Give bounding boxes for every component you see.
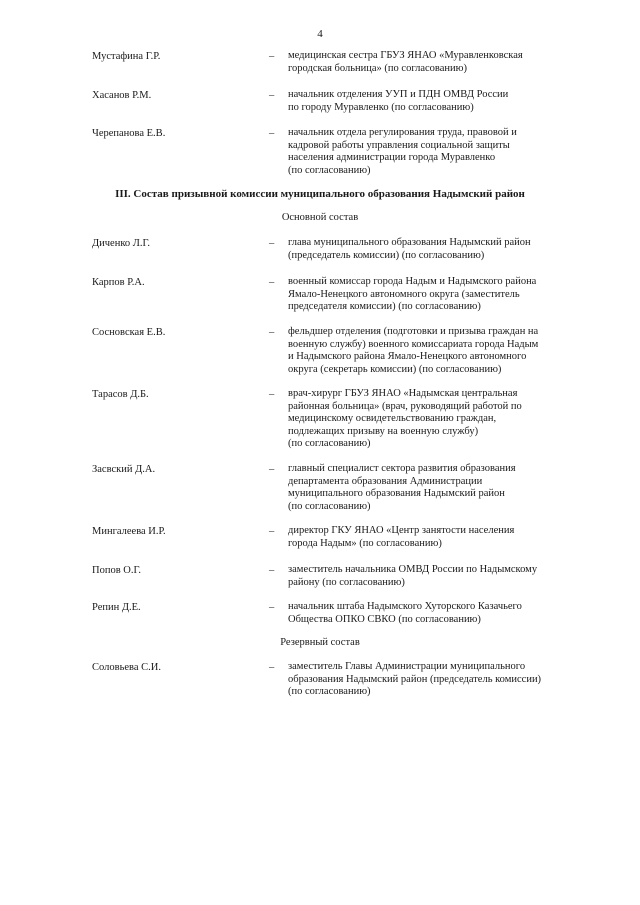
- role-line: подлежащих призыву на военную службу): [288, 425, 479, 437]
- role-line: (по согласованию): [288, 686, 371, 697]
- role-line: главный специалист сектора развития образования: [288, 463, 516, 474]
- member-name: Хасанов Р.М.: [92, 90, 152, 101]
- role-line: району (по согласованию): [288, 576, 405, 588]
- member-name: Сосновская Е.В.: [92, 327, 166, 338]
- member-role: [288, 326, 604, 376]
- member-dash: –: [269, 602, 275, 613]
- role-line: медицинскому освидетельствованию граждан,: [288, 413, 497, 424]
- member-role: [288, 388, 604, 451]
- role-line: председателя комиссии) (по согласованию): [288, 301, 481, 312]
- member-dash: –: [269, 565, 275, 576]
- role-line: (по согласованию): [288, 500, 371, 512]
- role-line: (по согласованию): [288, 164, 371, 176]
- role-line: муниципального образования Надымский район: [288, 488, 505, 499]
- member-role: [288, 564, 604, 589]
- member-dash: –: [269, 238, 275, 249]
- member-name: Соловьева С.И.: [92, 662, 161, 673]
- role-line: медицинская сестра ГБУЗ ЯНАО «Муравленковская: [288, 50, 523, 61]
- role-line: города Надым» (по согласованию): [288, 537, 442, 549]
- role-line: директор ГКУ ЯНАО «Центр занятости населения: [288, 525, 515, 536]
- member-role: [288, 237, 604, 262]
- role-line: Общества ОПКО СВКО (по согласованию): [288, 613, 481, 625]
- role-line: военный комиссар города Надым и Надымского района: [288, 276, 537, 287]
- member-role: [288, 601, 604, 626]
- member-name: Карпов Р.А.: [92, 277, 145, 288]
- member-dash: –: [269, 277, 275, 288]
- role-line: глава муниципального образования Надымский район: [288, 237, 531, 248]
- member-name: Диченко Л.Г.: [92, 238, 151, 249]
- member-role: [288, 276, 604, 314]
- member-name: Тарасов Д.Б.: [92, 389, 149, 400]
- role-line: врач-хирург ГБУЗ ЯНАО «Надымская центральная: [288, 388, 518, 399]
- member-role: [288, 525, 604, 550]
- member-dash: –: [269, 662, 275, 673]
- role-line: населения администрации города Муравленко: [288, 152, 496, 163]
- role-line: по городу Муравленко (по согласованию): [288, 101, 474, 113]
- role-line: департамента образования Администрации: [288, 475, 483, 487]
- member-role: [288, 89, 604, 114]
- reserve-composition-subtitle: Резервный состав: [280, 637, 360, 648]
- role-line: Ямало-Ненецкого автономного округа (заместитель: [288, 288, 520, 300]
- role-line: начальник штаба Надымского Хуторского Казачьего: [288, 601, 522, 612]
- role-line: (председатель комиссии) (по согласованию): [288, 249, 485, 261]
- member-role: [288, 50, 604, 75]
- member-dash: –: [269, 327, 275, 338]
- role-line: кадровой работы управления социальной защиты: [288, 139, 510, 151]
- member-name: Репин Д.Е.: [92, 602, 141, 613]
- role-line: военную службу) военного комиссариата города Надым: [288, 338, 539, 350]
- member-name: Засвский Д.А.: [92, 464, 156, 475]
- member-role: [288, 661, 604, 699]
- role-line: (по согласованию): [288, 438, 371, 449]
- member-name: Черепанова Е.В.: [92, 128, 166, 139]
- role-line: и Надымского района Ямало-Ненецкого автономного: [288, 351, 527, 362]
- member-dash: –: [269, 90, 275, 101]
- role-line: районная больница» (врач, руководящий работой по: [288, 400, 522, 412]
- member-name: Мустафина Г.Р.: [92, 51, 161, 62]
- member-dash: –: [269, 389, 275, 400]
- member-dash: –: [269, 464, 275, 475]
- member-name: Мингалеева И.Р.: [92, 526, 166, 537]
- member-dash: –: [269, 128, 275, 139]
- role-line: начальник отдела регулирования труда, правовой и: [288, 127, 517, 138]
- role-line: заместитель начальника ОМВД России по Надымскому: [288, 564, 538, 575]
- member-dash: –: [269, 51, 275, 62]
- role-line: фельдшер отделения (подготовки и призыва граждан на: [288, 326, 539, 337]
- member-dash: –: [269, 526, 275, 537]
- member-role: [288, 127, 604, 177]
- role-line: заместитель Главы Администрации муниципального: [288, 661, 526, 672]
- page-number: 4: [317, 28, 323, 40]
- role-line: образования Надымский район (председатель комиссии): [288, 673, 542, 685]
- section-title: III. Состав призывной комиссии муниципального образования Надымский район: [115, 188, 525, 200]
- role-line: округа (секретарь комиссии) (по согласованию): [288, 363, 502, 375]
- main-composition-subtitle: Основной состав: [281, 212, 359, 223]
- role-line: городская больница» (по согласованию): [288, 62, 467, 74]
- role-line: начальник отделения УУП и ПДН ОМВД России: [288, 89, 509, 100]
- member-name: Попов О.Г.: [92, 565, 142, 576]
- member-role: [288, 463, 604, 513]
